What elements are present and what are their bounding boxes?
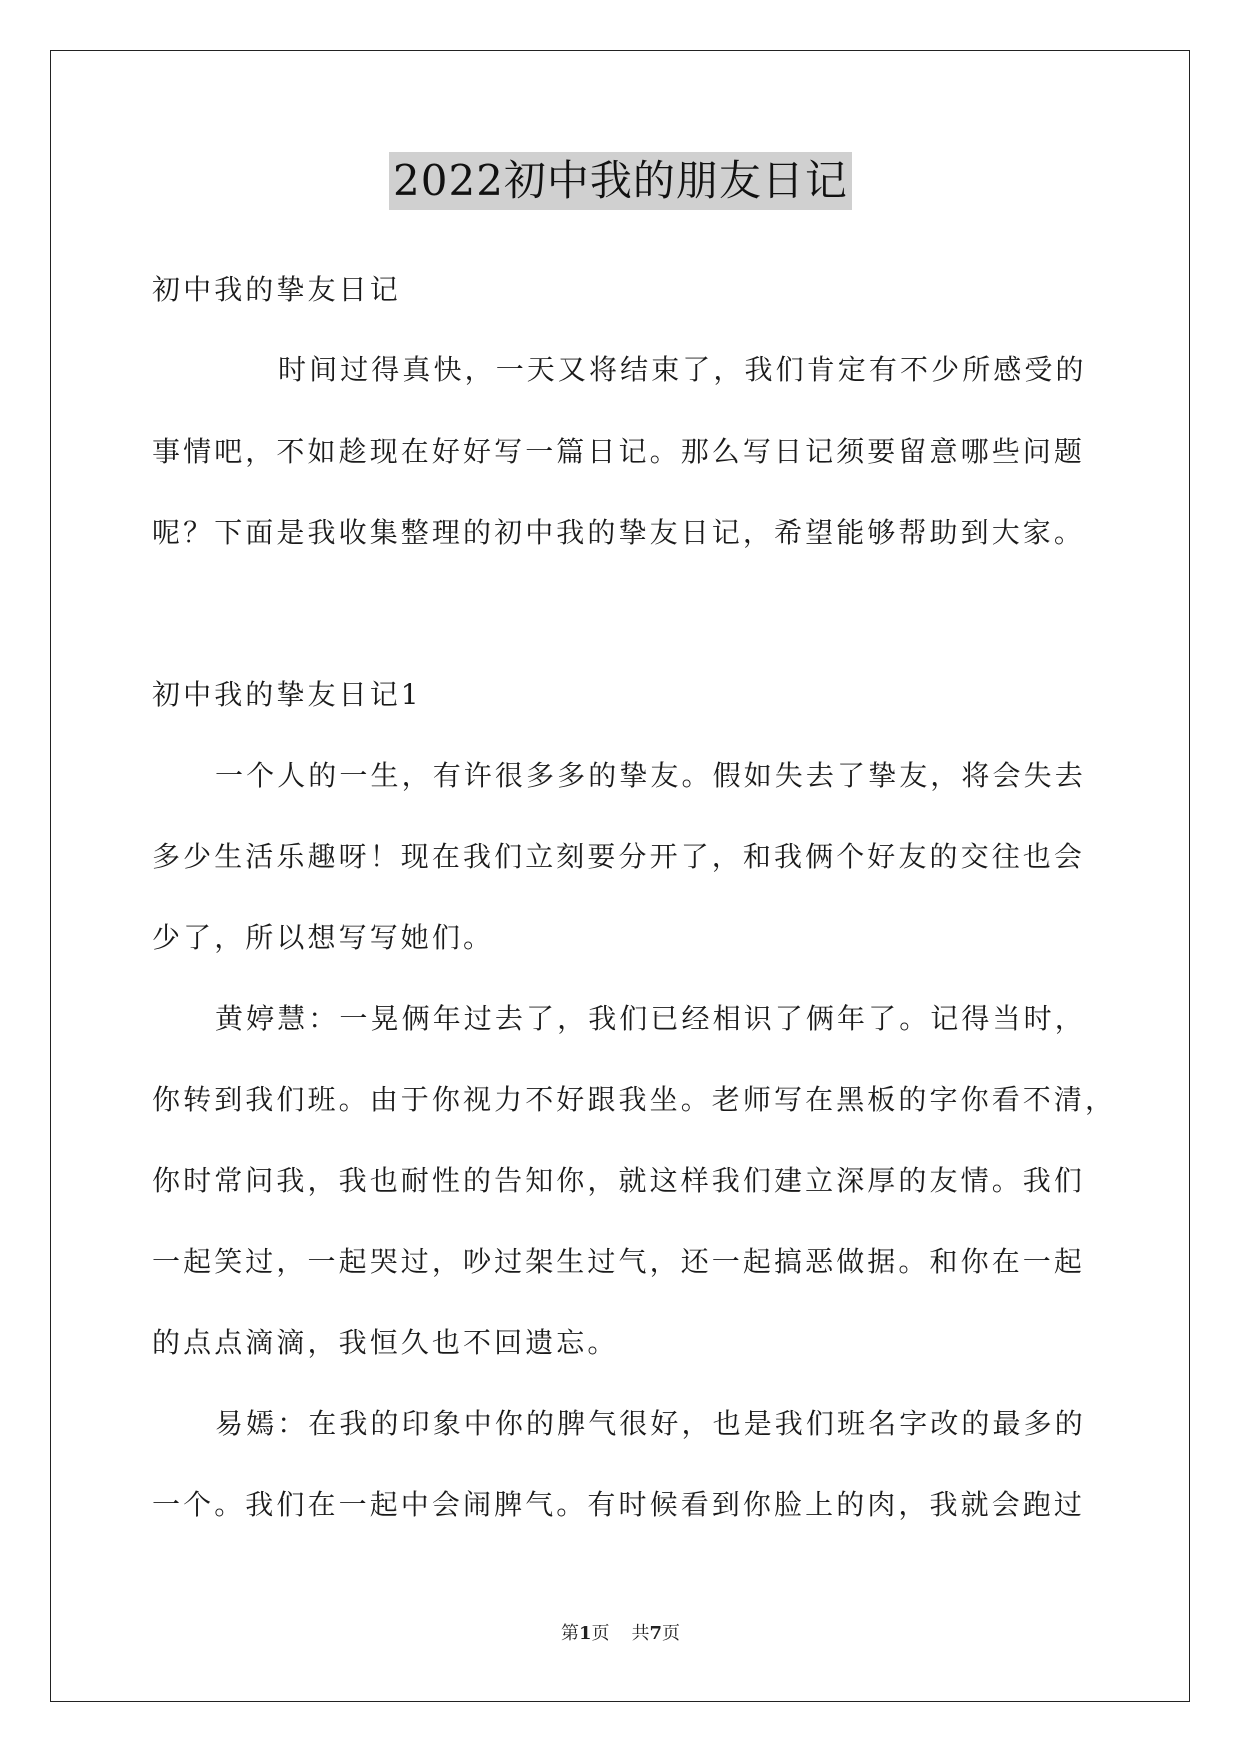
paragraph-line: 事情吧，不如趁现在好好写一篇日记。那么写日记须要留意哪些问题 — [152, 435, 1086, 468]
paragraph-line: 呢？下面是我收集整理的初中我的挚友日记，希望能够帮助到大家。 — [152, 516, 1086, 549]
section-heading: 初中我的挚友日记1 — [152, 678, 422, 711]
paragraph-line: 易嫣：在我的印象中你的脾气很好，也是我们班名字改的最多的 — [215, 1407, 1086, 1440]
paragraph-line: 黄婷慧：一晃俩年过去了，我们已经相识了俩年了。记得当时， — [215, 1002, 1086, 1035]
paragraph-line: 你时常问我，我也耐性的告知你，就这样我们建立深厚的友情。我们 — [152, 1164, 1086, 1197]
paragraph-line: 一个。我们在一起中会闹脾气。有时候看到你脸上的肉，我就会跑过 — [152, 1488, 1086, 1521]
paragraph-line: 少了，所以想写写她们。 — [152, 921, 495, 954]
subtitle-line: 初中我的挚友日记 — [152, 273, 401, 306]
page-footer — [0, 1622, 1241, 1646]
paragraph-line: 一个人的一生，有许很多多的挚友。假如失去了挚友，将会失去 — [215, 759, 1086, 792]
paragraph-line: 多少生活乐趣呀！现在我们立刻要分开了，和我俩个好友的交往也会 — [152, 840, 1086, 873]
page-prefix: 第 — [560, 1623, 579, 1644]
page-suffix: 页 — [591, 1623, 610, 1644]
paragraph-line: 的点点滴滴，我恒久也不回遗忘。 — [152, 1326, 619, 1359]
paragraph-line: 时间过得真快，一天又将结束了，我们肯定有不少所感受的 — [278, 353, 1087, 386]
page-number: 1 — [578, 1623, 592, 1644]
paragraph-line: 一起笑过，一起哭过，吵过架生过气，还一起搞恶做据。和你在一起 — [152, 1245, 1086, 1278]
paragraph-line: 你转到我们班。由于你视力不好跟我坐。老师写在黑板的字你看不清， — [152, 1083, 1117, 1116]
total-pages: 7 — [649, 1623, 663, 1644]
document-title: 2022初中我的朋友日记 — [389, 152, 852, 210]
total-suffix: 页 — [662, 1623, 681, 1644]
title-container — [0, 152, 1241, 210]
total-prefix: 共 — [631, 1623, 650, 1644]
